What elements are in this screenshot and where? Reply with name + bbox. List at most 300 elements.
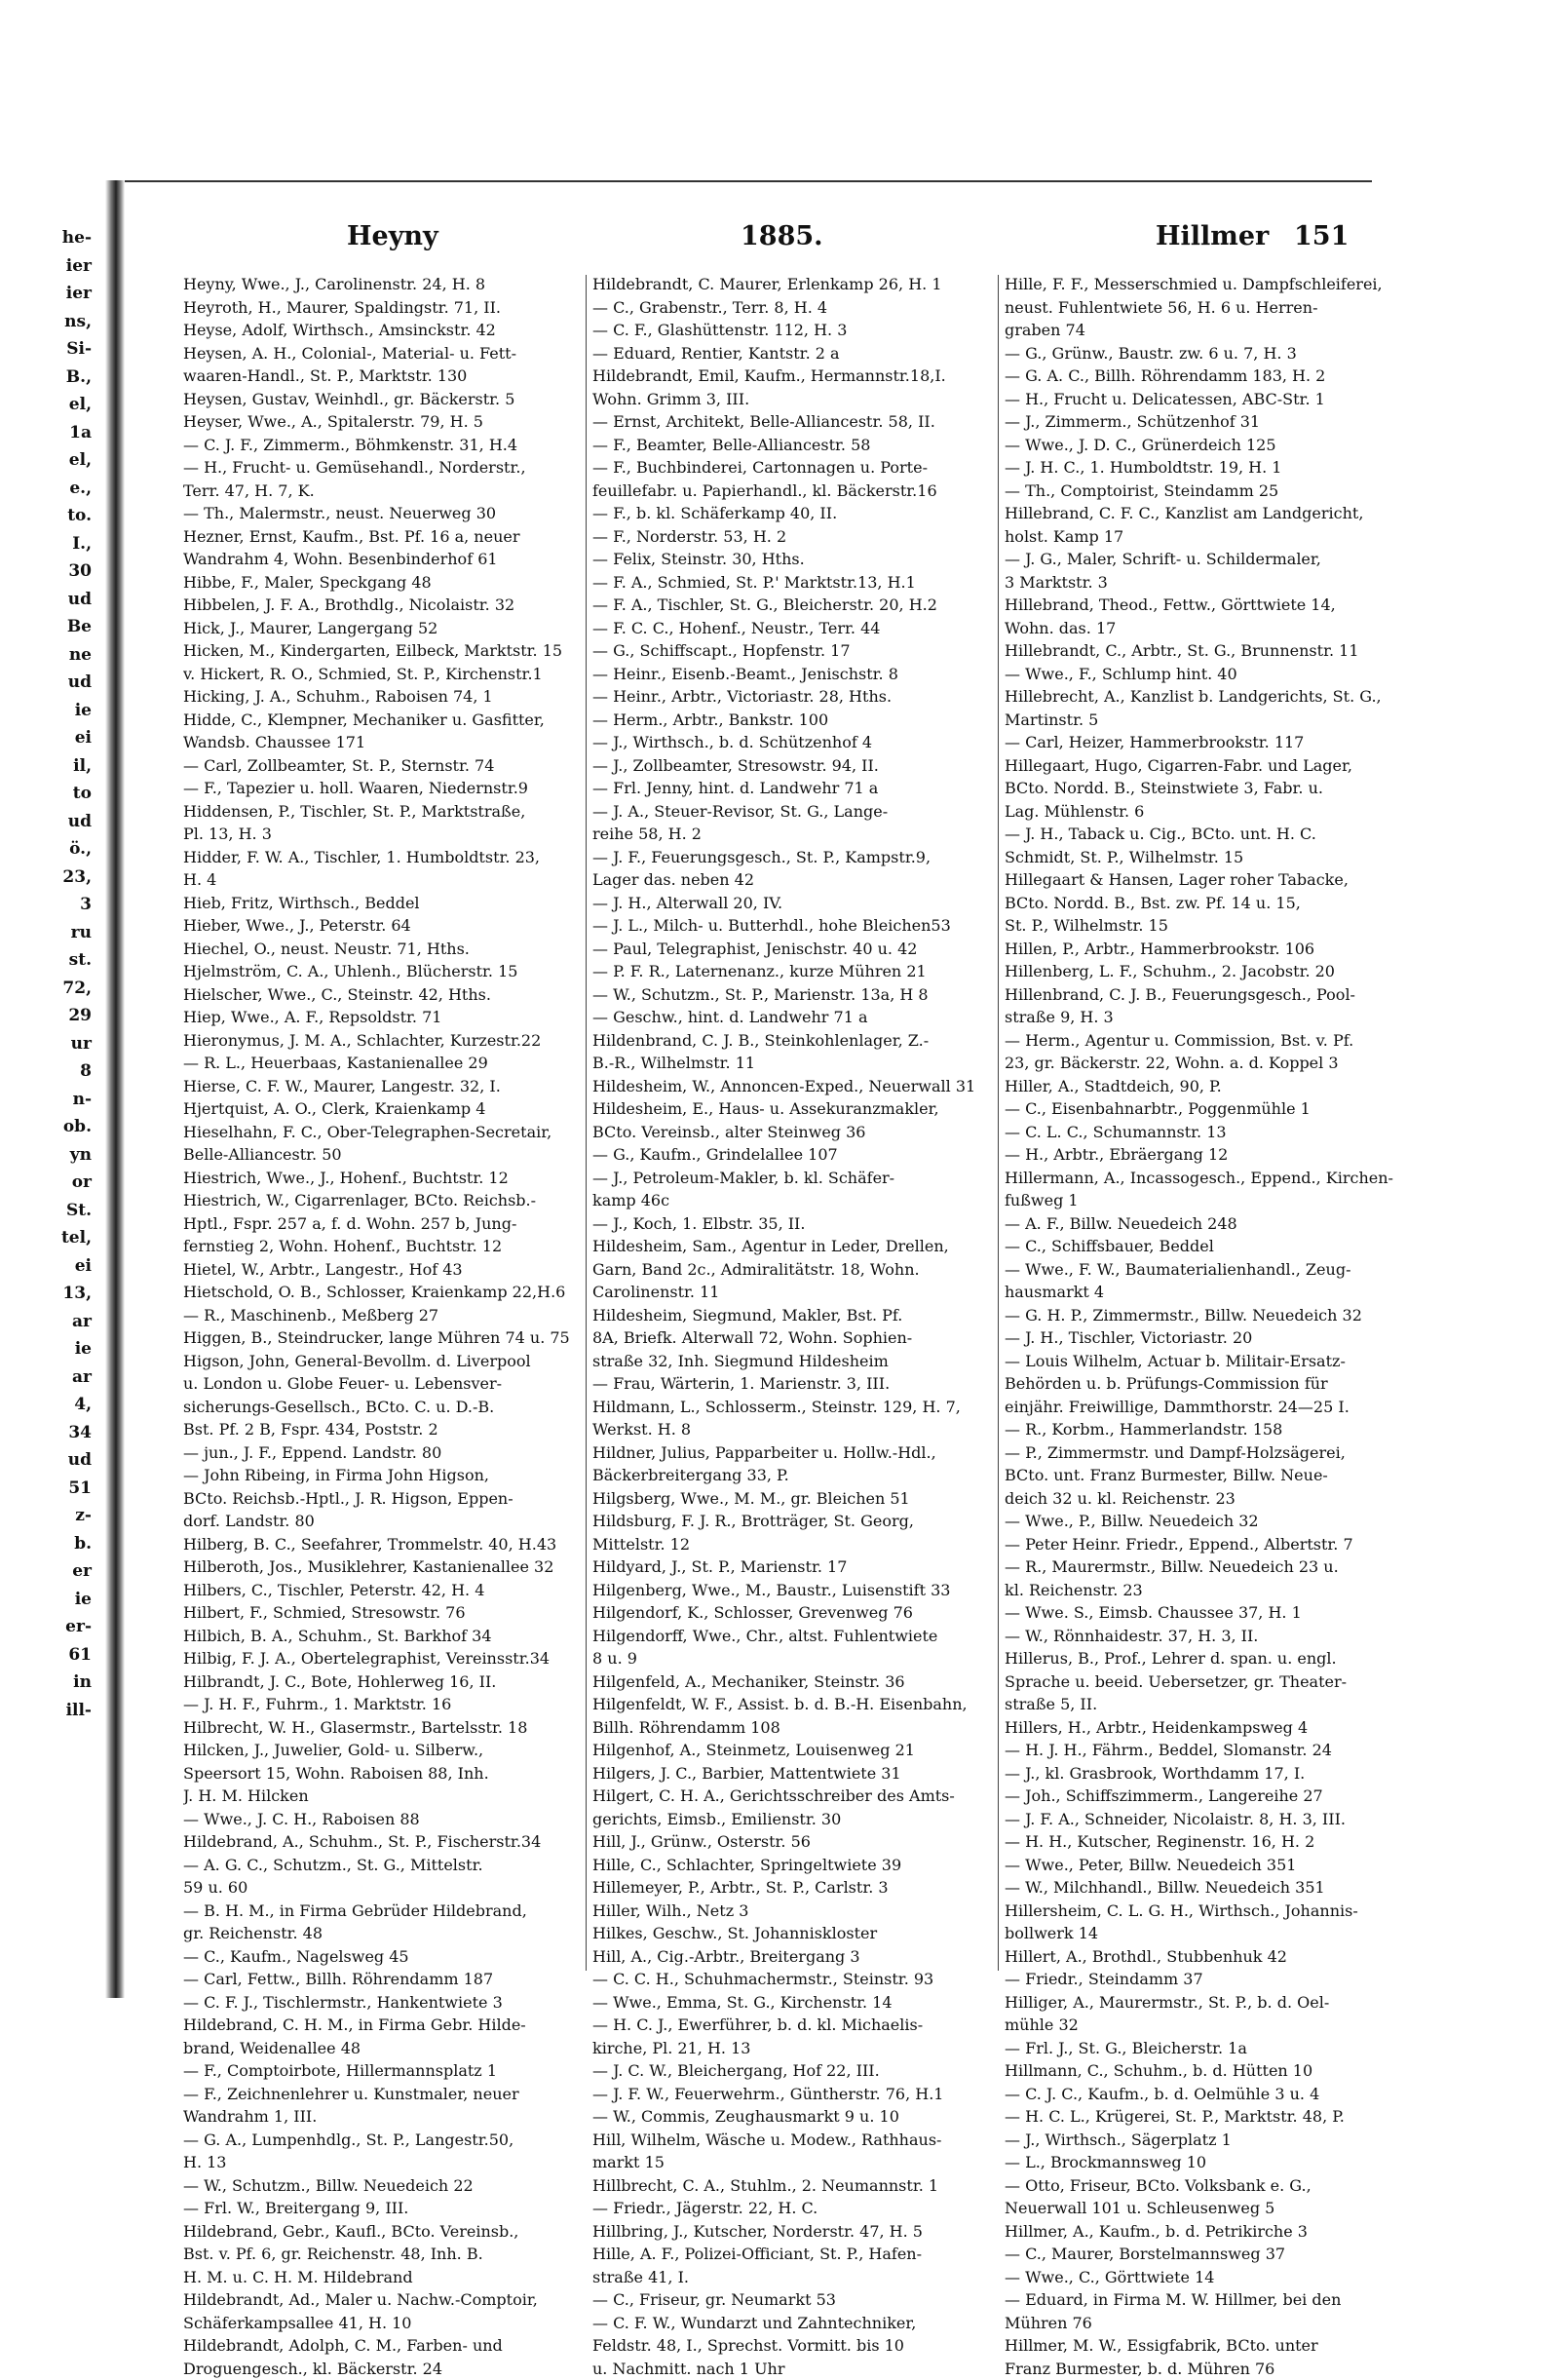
directory-entry-line: Bst. Pf. 2 B, Fspr. 434, Poststr. 2 bbox=[183, 1418, 583, 1441]
directory-entry-line: sicherungs-Gesellsch., BCto. C. u. D.-B. bbox=[183, 1396, 583, 1419]
directory-entry-line: Terr. 47, H. 7, K. bbox=[183, 480, 583, 503]
directory-entry-line: 8A, Briefk. Alterwall 72, Wohn. Sophien- bbox=[592, 1326, 992, 1350]
directory-entry-line: — J. H., Taback u. Cig., BCto. unt. H. C. bbox=[1005, 823, 1404, 846]
margin-fragment: ne bbox=[0, 641, 97, 670]
directory-entry-line: Hildenbrand, C. J. B., Steinkohlenlager, Z.- bbox=[592, 1029, 992, 1053]
directory-entry-line: Hildyard, J., St. P., Marienstr. 17 bbox=[592, 1555, 992, 1579]
directory-entry-line: — G., Kaufm., Grindelallee 107 bbox=[592, 1143, 992, 1167]
directory-entry-line: — W., Milchhandl., Billw. Neuedeich 351 bbox=[1005, 1876, 1404, 1900]
directory-entry-line: Hiller, A., Stadtdeich, 90, P. bbox=[1005, 1075, 1404, 1098]
directory-entry-line: straße 5, II. bbox=[1005, 1693, 1404, 1716]
directory-entry-line: Pl. 13, H. 3 bbox=[183, 823, 583, 846]
directory-entry-line: — G. A., Lumpenhdlg., St. P., Langestr.50, bbox=[183, 2129, 583, 2152]
margin-fragment: ud bbox=[0, 808, 97, 836]
directory-entry-line: Hietschold, O. B., Schlosser, Kraienkamp 22,H.6 bbox=[183, 1281, 583, 1304]
directory-entry-line: St. P., Wilhelmstr. 15 bbox=[1005, 914, 1404, 938]
directory-entry-line: Hillersheim, C. L. G. H., Wirthsch., Johannis- bbox=[1005, 1900, 1404, 1923]
directory-entry-line: Hill, J., Grünw., Osterstr. 56 bbox=[592, 1830, 992, 1854]
directory-entry-line: — W., Schutzm., Billw. Neuedeich 22 bbox=[183, 2174, 583, 2198]
directory-entry-line: Belle-Alliancestr. 50 bbox=[183, 1143, 583, 1167]
directory-entry-line: Hilliger, A., Maurermstr., St. P., b. d. Oel- bbox=[1005, 1991, 1404, 2015]
column-3 bbox=[1005, 273, 1404, 2380]
directory-entry-line: Hjelmström, C. A., Uhlenh., Blücherstr. 15 bbox=[183, 960, 583, 983]
directory-entry-line: Hillebrand, C. F. C., Kanzlist am Landgericht, bbox=[1005, 502, 1404, 525]
directory-entry-line: Hillbring, J., Kutscher, Norderstr. 47, H. 5 bbox=[592, 2220, 992, 2244]
directory-entry-line: Hilcken, J., Juwelier, Gold- u. Silberw., bbox=[183, 1739, 583, 1762]
directory-entry-line: hausmarkt 4 bbox=[1005, 1281, 1404, 1304]
directory-entry-line: — L., Brockmannsweg 10 bbox=[1005, 2151, 1404, 2174]
directory-entry-line: Hildesheim, Siegmund, Makler, Bst. Pf. bbox=[592, 1304, 992, 1327]
directory-entry-line: — Frl. Jenny, hint. d. Landwehr 71 a bbox=[592, 777, 992, 800]
directory-entry-line: Hildebrandt, C. Maurer, Erlenkamp 26, H. 1 bbox=[592, 273, 992, 296]
directory-entry-line: Hieronymus, J. M. A., Schlachter, Kurzestr.22 bbox=[183, 1029, 583, 1053]
directory-entry-line: Hezner, Ernst, Kaufm., Bst. Pf. 16 a, neuer bbox=[183, 525, 583, 549]
directory-entry-line: Hillebrecht, A., Kanzlist b. Landgerichts, St. G., bbox=[1005, 685, 1404, 709]
directory-entry-line: — Eduard, in Firma M. W. Hillmer, bei den bbox=[1005, 2288, 1404, 2312]
directory-entry-line: Hillerus, B., Prof., Lehrer d. span. u. engl. bbox=[1005, 1647, 1404, 1670]
directory-entry-line: Hildsburg, F. J. R., Brotträger, St. Georg, bbox=[592, 1510, 992, 1533]
column-rule bbox=[586, 275, 587, 1971]
directory-entry-line: — J., Wirthsch., b. d. Schützenhof 4 bbox=[592, 731, 992, 754]
previous-page-margin bbox=[0, 224, 97, 1724]
directory-entry-line: Hilbich, B. A., Schuhm., St. Barkhof 34 bbox=[183, 1625, 583, 1648]
margin-fragment: ei bbox=[0, 724, 97, 752]
book-spine bbox=[105, 180, 125, 1998]
directory-entry-line: — Th., Malermstr., neust. Neuerweg 30 bbox=[183, 502, 583, 525]
margin-fragment: el, bbox=[0, 446, 97, 475]
directory-entry-line: — J. F. A., Schneider, Nicolaistr. 8, H. 3, III. bbox=[1005, 1808, 1404, 1831]
directory-entry-line: Hildesheim, E., Haus- u. Assekuranzmakler, bbox=[592, 1097, 992, 1121]
directory-entry-line: Speersort 15, Wohn. Raboisen 88, Inh. bbox=[183, 1762, 583, 1785]
directory-entry-line: H. 13 bbox=[183, 2151, 583, 2174]
directory-entry-line: — H., Frucht- u. Gemüsehandl., Norderstr., bbox=[183, 456, 583, 480]
directory-entry-line: — Joh., Schiffszimmerm., Langereihe 27 bbox=[1005, 1785, 1404, 1808]
directory-entry-line: — G., Schiffscapt., Hopfenstr. 17 bbox=[592, 639, 992, 663]
directory-entry-line: — J. H. C., 1. Humboldtstr. 19, H. 1 bbox=[1005, 456, 1404, 480]
directory-entry-line: Hildebrand, C. H. M., in Firma Gebr. Hilde- bbox=[183, 2014, 583, 2037]
margin-fragment: ur bbox=[0, 1030, 97, 1058]
margin-fragment: e., bbox=[0, 475, 97, 503]
directory-entry-line: Schmidt, St. P., Wilhelmstr. 15 bbox=[1005, 846, 1404, 869]
directory-entry-line: Hicken, M., Kindergarten, Eilbeck, Marktstr. 15 bbox=[183, 639, 583, 663]
margin-fragment: I., bbox=[0, 530, 97, 558]
directory-entry-line: Hilberoth, Jos., Musiklehrer, Kastanienallee 32 bbox=[183, 1555, 583, 1579]
directory-entry-line: — C. L. C., Schumannstr. 13 bbox=[1005, 1121, 1404, 1144]
directory-entry-line: H. 4 bbox=[183, 868, 583, 892]
directory-entry-line: Hillenbrand, C. J. B., Feuerungsgesch., Pool- bbox=[1005, 983, 1404, 1007]
directory-entry-line: — R., Maurermstr., Billw. Neuedeich 23 u. bbox=[1005, 1555, 1404, 1579]
directory-entry-line: — Ernst, Architekt, Belle-Alliancestr. 58, II. bbox=[592, 410, 992, 434]
directory-entry-line: — Otto, Friseur, BCto. Volksbank e. G., bbox=[1005, 2174, 1404, 2198]
margin-fragment: 51 bbox=[0, 1475, 97, 1503]
directory-entry-line: — J. F. W., Feuerwehrm., Güntherstr. 76, H.1 bbox=[592, 2083, 992, 2106]
directory-entry-line: — Eduard, Rentier, Kantstr. 2 a bbox=[592, 342, 992, 365]
margin-fragment: il, bbox=[0, 752, 97, 781]
directory-entry-line: Hill, Wilhelm, Wäsche u. Modew., Rathhaus- bbox=[592, 2129, 992, 2152]
margin-fragment: ei bbox=[0, 1252, 97, 1281]
margin-fragment: he- bbox=[0, 224, 97, 252]
directory-entry-line: Hiller, Wilh., Netz 3 bbox=[592, 1900, 992, 1923]
margin-fragment: n- bbox=[0, 1086, 97, 1114]
directory-entry-line: Wohn. Grimm 3, III. bbox=[592, 388, 992, 411]
directory-entry-line: Hillegaart & Hansen, Lager roher Tabacke, bbox=[1005, 868, 1404, 892]
directory-entry-line: — W., Commis, Zeughausmarkt 9 u. 10 bbox=[592, 2105, 992, 2129]
directory-entry-line: — Th., Comptoirist, Steindamm 25 bbox=[1005, 480, 1404, 503]
directory-entry-line: Garn, Band 2c., Admiralitätstr. 18, Wohn. bbox=[592, 1258, 992, 1282]
column-2 bbox=[592, 273, 992, 2380]
margin-fragment: Si- bbox=[0, 335, 97, 364]
margin-fragment: to. bbox=[0, 502, 97, 530]
directory-entry-line: — Herm., Agentur u. Commission, Bst. v. Pf. bbox=[1005, 1029, 1404, 1053]
directory-entry-line: — P., Zimmermstr. und Dampf-Holzsägerei, bbox=[1005, 1441, 1404, 1465]
directory-entry-line: Lager das. neben 42 bbox=[592, 868, 992, 892]
directory-entry-line: BCto. Nordd. B., Bst. zw. Pf. 14 u. 15, bbox=[1005, 892, 1404, 915]
directory-entry-line: — Heinr., Arbtr., Victoriastr. 28, Hths. bbox=[592, 685, 992, 709]
directory-entry-line: Hildebrand, Gebr., Kaufl., BCto. Vereinsb., bbox=[183, 2220, 583, 2244]
margin-fragment: Be bbox=[0, 613, 97, 641]
directory-entry-line: deich 32 u. kl. Reichenstr. 23 bbox=[1005, 1487, 1404, 1511]
directory-entry-line: Hiestrich, Wwe., J., Hohenf., Buchtstr. 12 bbox=[183, 1167, 583, 1190]
directory-entry-line: Feldstr. 48, I., Sprechst. Vormitt. bis 10 bbox=[592, 2334, 992, 2358]
directory-entry-line: Hilgenfeldt, W. F., Assist. b. d. B.-H. Eisenbahn, bbox=[592, 1693, 992, 1716]
directory-entry-line: einjähr. Freiwillige, Dammthorstr. 24—25 I. bbox=[1005, 1396, 1404, 1419]
margin-fragment: ns, bbox=[0, 308, 97, 336]
directory-entry-line: — W., Rönnhaidestr. 37, H. 3, II. bbox=[1005, 1625, 1404, 1648]
directory-entry-line: — Wwe. S., Eimsb. Chaussee 37, H. 1 bbox=[1005, 1601, 1404, 1625]
directory-entry-line: Hiechel, O., neust. Neustr. 71, Hths. bbox=[183, 938, 583, 961]
directory-entry-line: fußweg 1 bbox=[1005, 1189, 1404, 1212]
directory-entry-line: Hillenberg, L. F., Schuhm., 2. Jacobstr. 20 bbox=[1005, 960, 1404, 983]
directory-entry-line: Sprache u. beeid. Uebersetzer, gr. Theater- bbox=[1005, 1670, 1404, 1694]
directory-entry-line: — Paul, Telegraphist, Jenischstr. 40 u. 42 bbox=[592, 938, 992, 961]
directory-entry-line: — Friedr., Steindamm 37 bbox=[1005, 1968, 1404, 1991]
directory-entry-line: Heysen, Gustav, Weinhdl., gr. Bäckerstr. 5 bbox=[183, 388, 583, 411]
directory-entry-line: — F., Tapezier u. holl. Waaren, Niedernstr.9 bbox=[183, 777, 583, 800]
directory-entry-line: Martinstr. 5 bbox=[1005, 709, 1404, 732]
directory-entry-line: — J., Koch, 1. Elbstr. 35, II. bbox=[592, 1212, 992, 1236]
margin-fragment: ru bbox=[0, 919, 97, 947]
directory-entry-line: Hildebrandt, Ad., Maler u. Nachw.-Comptoir, bbox=[183, 2288, 583, 2312]
directory-entry-line: — Frau, Wärterin, 1. Marienstr. 3, III. bbox=[592, 1372, 992, 1396]
directory-entry-line: Wohn. das. 17 bbox=[1005, 617, 1404, 640]
margin-fragment: ob. bbox=[0, 1113, 97, 1141]
directory-entry-line: Hillert, A., Brothdl., Stubbenhuk 42 bbox=[1005, 1945, 1404, 1969]
directory-entry-line: BCto. Vereinsb., alter Steinweg 36 bbox=[592, 1121, 992, 1144]
directory-entry-line: Wandrahm 1, III. bbox=[183, 2105, 583, 2129]
directory-entry-line: Hilgenhof, A., Steinmetz, Louisenweg 21 bbox=[592, 1739, 992, 1762]
directory-entry-line: gerichts, Eimsb., Emilienstr. 30 bbox=[592, 1808, 992, 1831]
directory-entry-line: Hierse, C. F. W., Maurer, Langestr. 32, I. bbox=[183, 1075, 583, 1098]
directory-page bbox=[125, 180, 1372, 2000]
margin-fragment: 34 bbox=[0, 1419, 97, 1447]
directory-entry-line: 23, gr. Bäckerstr. 22, Wohn. a. d. Koppel 3 bbox=[1005, 1052, 1404, 1075]
directory-entry-line: Hillers, H., Arbtr., Heidenkampsweg 4 bbox=[1005, 1716, 1404, 1740]
margin-fragment: 8 bbox=[0, 1057, 97, 1086]
directory-entry-line: — C., Grabenstr., Terr. 8, H. 4 bbox=[592, 296, 992, 320]
directory-entry-line: straße 9, H. 3 bbox=[1005, 1006, 1404, 1029]
directory-entry-line: — J. A., Steuer-Revisor, St. G., Lange- bbox=[592, 800, 992, 824]
directory-entry-line: — Geschw., hint. d. Landwehr 71 a bbox=[592, 1006, 992, 1029]
directory-entry-line: fernstieg 2, Wohn. Hohenf., Buchtstr. 12 bbox=[183, 1235, 583, 1258]
directory-entry-line: Hillmann, C., Schuhm., b. d. Hütten 10 bbox=[1005, 2059, 1404, 2083]
header-right-catchword: Hillmer bbox=[1156, 221, 1269, 251]
directory-entry-line: — C. C. H., Schuhmachermstr., Steinstr. 93 bbox=[592, 1968, 992, 1991]
directory-entry-line: BCto. Reichsb.-Hptl., J. R. Higson, Eppen- bbox=[183, 1487, 583, 1511]
directory-entry-line: Hilberg, B. C., Seefahrer, Trommelstr. 40, H.43 bbox=[183, 1533, 583, 1556]
margin-fragment: in bbox=[0, 1669, 97, 1697]
page-header bbox=[125, 221, 1372, 260]
margin-fragment: B., bbox=[0, 364, 97, 392]
directory-entry-line: — Herm., Arbtr., Bankstr. 100 bbox=[592, 709, 992, 732]
margin-fragment: 23, bbox=[0, 864, 97, 892]
directory-entry-line: Hilbert, F., Schmied, Stresowstr. 76 bbox=[183, 1601, 583, 1625]
margin-fragment: ie bbox=[0, 1586, 97, 1614]
margin-fragment: St. bbox=[0, 1197, 97, 1225]
directory-entry-line: Heyse, Adolf, Wirthsch., Amsinckstr. 42 bbox=[183, 319, 583, 342]
margin-fragment: ud bbox=[0, 669, 97, 697]
directory-entry-line: — J., Wirthsch., Sägerplatz 1 bbox=[1005, 2129, 1404, 2152]
directory-entry-line: Heyroth, H., Maurer, Spaldingstr. 71, II. bbox=[183, 296, 583, 320]
directory-entry-line: Hieselhahn, F. C., Ober-Telegraphen-Secretair, bbox=[183, 1121, 583, 1144]
directory-entry-line: — Carl, Zollbeamter, St. P., Sternstr. 74 bbox=[183, 754, 583, 778]
directory-entry-line: Hildner, Julius, Papparbeiter u. Hollw.-Hdl., bbox=[592, 1441, 992, 1465]
margin-fragment: 29 bbox=[0, 1002, 97, 1030]
directory-entry-line: kamp 46c bbox=[592, 1189, 992, 1212]
directory-entry-line: — W., Schutzm., St. P., Marienstr. 13a, H 8 bbox=[592, 983, 992, 1007]
margin-fragment: ar bbox=[0, 1363, 97, 1392]
directory-entry-line: — G. A. C., Billh. Röhrendamm 183, H. 2 bbox=[1005, 365, 1404, 388]
directory-entry-line: Hietel, W., Arbtr., Langestr., Hof 43 bbox=[183, 1258, 583, 1282]
directory-entry-line: — C. F. J., Tischlermstr., Hankentwiete 3 bbox=[183, 1991, 583, 2015]
directory-entry-line: — C. F., Glashüttenstr. 112, H. 3 bbox=[592, 319, 992, 342]
directory-entry-line: — J. H., Tischler, Victoriastr. 20 bbox=[1005, 1326, 1404, 1350]
directory-entry-line: — H. J. H., Fährm., Beddel, Slomanstr. 24 bbox=[1005, 1739, 1404, 1762]
directory-entry-line: Billh. Röhrendamm 108 bbox=[592, 1716, 992, 1740]
margin-fragment: ie bbox=[0, 697, 97, 725]
directory-entry-line: — Wwe., P., Billw. Neuedeich 32 bbox=[1005, 1510, 1404, 1533]
directory-entry-line: Carolinenstr. 11 bbox=[592, 1281, 992, 1304]
margin-fragment: 72, bbox=[0, 975, 97, 1003]
directory-entry-line: — Heinr., Eisenb.-Beamt., Jenischstr. 8 bbox=[592, 663, 992, 686]
margin-fragment: ier bbox=[0, 252, 97, 281]
directory-entry-line: — J., kl. Grasbrook, Worthdamm 17, I. bbox=[1005, 1762, 1404, 1785]
directory-entry-line: — Louis Wilhelm, Actuar b. Militair-Ersatz- bbox=[1005, 1350, 1404, 1373]
directory-entry-line: Franz Burmester, b. d. Mühren 76 bbox=[1005, 2358, 1404, 2380]
directory-entry-line: Hillemeyer, P., Arbtr., St. P., Carlstr. 3 bbox=[592, 1876, 992, 1900]
directory-entry-line: — J. H. F., Fuhrm., 1. Marktstr. 16 bbox=[183, 1693, 583, 1716]
directory-entry-line: Hptl., Fspr. 257 a, f. d. Wohn. 257 b, Jung- bbox=[183, 1212, 583, 1236]
directory-entry-line: Bäckerbreitergang 33, P. bbox=[592, 1464, 992, 1487]
directory-entry-line: — C., Eisenbahnarbtr., Poggenmühle 1 bbox=[1005, 1097, 1404, 1121]
directory-entry-line: — Wwe., J. C. H., Raboisen 88 bbox=[183, 1808, 583, 1831]
directory-entry-line: — Frl. W., Breitergang 9, III. bbox=[183, 2197, 583, 2220]
directory-entry-line: u. London u. Globe Feuer- u. Lebensver- bbox=[183, 1372, 583, 1396]
directory-entry-line: — F., Buchbinderei, Cartonnagen u. Porte- bbox=[592, 456, 992, 480]
directory-entry-line: — J., Zollbeamter, Stresowstr. 94, II. bbox=[592, 754, 992, 778]
directory-entry-line: Lag. Mühlenstr. 6 bbox=[1005, 800, 1404, 824]
directory-entry-line: 8 u. 9 bbox=[592, 1647, 992, 1670]
directory-entry-line: — J. F., Feuerungsgesch., St. P., Kampstr.9, bbox=[592, 846, 992, 869]
directory-entry-line: — J. G., Maler, Schrift- u. Schildermaler, bbox=[1005, 548, 1404, 571]
directory-entry-line: — J. L., Milch- u. Butterhdl., hohe Bleichen53 bbox=[592, 914, 992, 938]
directory-entry-line: — C. J. F., Zimmerm., Böhmkenstr. 31, H.4 bbox=[183, 434, 583, 457]
directory-entry-line: — Wwe., F. W., Baumaterialienhandl., Zeug- bbox=[1005, 1258, 1404, 1282]
directory-entry-line: — F. A., Schmied, St. P.' Marktstr.13, H.1 bbox=[592, 571, 992, 595]
directory-entry-line: — Carl, Heizer, Hammerbrookstr. 117 bbox=[1005, 731, 1404, 754]
margin-fragment: 61 bbox=[0, 1641, 97, 1670]
directory-entry-line: Hilkes, Geschw., St. Johanniskloster bbox=[592, 1922, 992, 1945]
directory-entry-line: Hibbelen, J. F. A., Brothdlg., Nicolaistr. 32 bbox=[183, 594, 583, 617]
directory-entry-line: — B. H. M., in Firma Gebrüder Hildebrand, bbox=[183, 1900, 583, 1923]
directory-entry-line: Hillmer, M. W., Essigfabrik, BCto. unter bbox=[1005, 2334, 1404, 2358]
margin-fragment: er- bbox=[0, 1613, 97, 1641]
directory-entry-line: dorf. Landstr. 80 bbox=[183, 1510, 583, 1533]
directory-entry-line: — Wwe., F., Schlump hint. 40 bbox=[1005, 663, 1404, 686]
directory-entry-line: bollwerk 14 bbox=[1005, 1922, 1404, 1945]
directory-entry-line: — Friedr., Jägerstr. 22, H. C. bbox=[592, 2197, 992, 2220]
directory-entry-line: — F., Zeichnenlehrer u. Kunstmaler, neuer bbox=[183, 2083, 583, 2106]
directory-entry-line: graben 74 bbox=[1005, 319, 1404, 342]
directory-entry-line: Bst. v. Pf. 6, gr. Reichenstr. 48, Inh. B. bbox=[183, 2243, 583, 2266]
directory-entry-line: Hiestrich, W., Cigarrenlager, BCto. Reichsb.- bbox=[183, 1189, 583, 1212]
directory-entry-line: markt 15 bbox=[592, 2151, 992, 2174]
directory-entry-line: — R. L., Heuerbaas, Kastanienallee 29 bbox=[183, 1052, 583, 1075]
directory-entry-line: Wandrahm 4, Wohn. Besenbinderhof 61 bbox=[183, 548, 583, 571]
directory-entry-line: Hilgsberg, Wwe., M. M., gr. Bleichen 51 bbox=[592, 1487, 992, 1511]
directory-entry-line: neust. Fuhlentwiete 56, H. 6 u. Herren- bbox=[1005, 296, 1404, 320]
directory-entry-line: Hildmann, L., Schlosserm., Steinstr. 129, H. 7, bbox=[592, 1396, 992, 1419]
directory-entry-line: — F., Beamter, Belle-Alliancestr. 58 bbox=[592, 434, 992, 457]
directory-entry-line: Hillebrandt, C., Arbtr., St. G., Brunnenstr. 11 bbox=[1005, 639, 1404, 663]
directory-entry-line: — G., Grünw., Baustr. zw. 6 u. 7, H. 3 bbox=[1005, 342, 1404, 365]
directory-entry-line: Hiep, Wwe., A. F., Repsoldstr. 71 bbox=[183, 1006, 583, 1029]
directory-entry-line: Hille, A. F., Polizei-Officiant, St. P., Hafen- bbox=[592, 2243, 992, 2266]
margin-fragment: ud bbox=[0, 586, 97, 614]
margin-fragment: 4, bbox=[0, 1391, 97, 1419]
margin-fragment: ar bbox=[0, 1308, 97, 1336]
margin-fragment: el, bbox=[0, 391, 97, 419]
margin-fragment: b. bbox=[0, 1530, 97, 1558]
margin-fragment: or bbox=[0, 1169, 97, 1197]
directory-entry-line: — John Ribeing, in Firma John Higson, bbox=[183, 1464, 583, 1487]
directory-entry-line: Hilbrandt, J. C., Bote, Hohlerweg 16, II. bbox=[183, 1670, 583, 1694]
directory-entry-line: gr. Reichenstr. 48 bbox=[183, 1922, 583, 1945]
directory-entry-line: BCto. Nordd. B., Steinstwiete 3, Fabr. u. bbox=[1005, 777, 1404, 800]
directory-entry-line: Hieb, Fritz, Wirthsch., Beddel bbox=[183, 892, 583, 915]
directory-entry-line: Hildebrand, A., Schuhm., St. P., Fischerstr.34 bbox=[183, 1830, 583, 1854]
directory-entry-line: — H. C. J., Ewerführer, b. d. kl. Michaelis- bbox=[592, 2014, 992, 2037]
directory-entry-line: 3 Marktstr. 3 bbox=[1005, 571, 1404, 595]
header-left-catchword: Heyny bbox=[347, 221, 438, 251]
header-year: 1885. bbox=[741, 221, 823, 251]
directory-entry-line: kirche, Pl. 21, H. 13 bbox=[592, 2037, 992, 2060]
directory-entry-line: holst. Kamp 17 bbox=[1005, 525, 1404, 549]
directory-entry-line: Hilgenfeld, A., Mechaniker, Steinstr. 36 bbox=[592, 1670, 992, 1694]
directory-entry-line: Hille, F. F., Messerschmied u. Dampfschleiferei, bbox=[1005, 273, 1404, 296]
directory-entry-line: — Frl. J., St. G., Bleicherstr. 1a bbox=[1005, 2037, 1404, 2060]
directory-entry-line: Hille, C., Schlachter, Springeltwiete 39 bbox=[592, 1854, 992, 1877]
directory-entry-line: — J. H., Alterwall 20, IV. bbox=[592, 892, 992, 915]
directory-entry-line: — H. C. L., Krügerei, St. P., Marktstr. 48, P. bbox=[1005, 2105, 1404, 2129]
directory-entry-line: — Peter Heinr. Friedr., Eppend., Albertstr. 7 bbox=[1005, 1533, 1404, 1556]
margin-fragment: 1a bbox=[0, 419, 97, 447]
directory-entry-line: — C., Schiffsbauer, Beddel bbox=[1005, 1235, 1404, 1258]
directory-entry-line: v. Hickert, R. O., Schmied, St. P., Kirchenstr.1 bbox=[183, 663, 583, 686]
directory-entry-line: Hilbrecht, W. H., Glasermstr., Bartelsstr. 18 bbox=[183, 1716, 583, 1740]
directory-entry-line: — R., Maschinenb., Meßberg 27 bbox=[183, 1304, 583, 1327]
directory-entry-line: J. H. M. Hilcken bbox=[183, 1785, 583, 1808]
margin-fragment: 30 bbox=[0, 557, 97, 586]
directory-entry-line: waaren-Handl., St. P., Marktstr. 130 bbox=[183, 365, 583, 388]
directory-entry-line: Hilgenberg, Wwe., M., Baustr., Luisenstift 33 bbox=[592, 1579, 992, 1602]
margin-fragment: z- bbox=[0, 1502, 97, 1530]
directory-entry-line: Hill, A., Cig.-Arbtr., Breitergang 3 bbox=[592, 1945, 992, 1969]
directory-entry-line: Droguengesch., kl. Bäckerstr. 24 bbox=[183, 2358, 583, 2380]
directory-entry-line: — jun., J. F., Eppend. Landstr. 80 bbox=[183, 1441, 583, 1465]
directory-entry-line: Hicking, J. A., Schuhm., Raboisen 74, 1 bbox=[183, 685, 583, 709]
directory-entry-line: — C. F. W., Wundarzt und Zahntechniker, bbox=[592, 2312, 992, 2335]
directory-entry-line: brand, Weidenallee 48 bbox=[183, 2037, 583, 2060]
directory-entry-line: Hildebrandt, Emil, Kaufm., Hermannstr.18,I. bbox=[592, 365, 992, 388]
directory-entry-line: BCto. unt. Franz Burmester, Billw. Neue- bbox=[1005, 1464, 1404, 1487]
directory-entry-line: Hielscher, Wwe., C., Steinstr. 42, Hths. bbox=[183, 983, 583, 1007]
directory-entry-line: Werkst. H. 8 bbox=[592, 1418, 992, 1441]
margin-fragment: to bbox=[0, 780, 97, 808]
directory-entry-line: — P. F. R., Laternenanz., kurze Mühren 21 bbox=[592, 960, 992, 983]
directory-entry-line: — A. F., Billw. Neuedeich 248 bbox=[1005, 1212, 1404, 1236]
directory-entry-line: Schäferkampsallee 41, H. 10 bbox=[183, 2312, 583, 2335]
directory-entry-line: Hillen, P., Arbtr., Hammerbrookstr. 106 bbox=[1005, 938, 1404, 961]
directory-entry-line: — F., Comptoirbote, Hillermannsplatz 1 bbox=[183, 2059, 583, 2083]
directory-entry-line: — F., Norderstr. 53, H. 2 bbox=[592, 525, 992, 549]
directory-entry-line: Behörden u. b. Prüfungs-Commission für bbox=[1005, 1372, 1404, 1396]
margin-fragment: tel, bbox=[0, 1224, 97, 1252]
directory-entry-line: Hilgendorff, Wwe., Chr., altst. Fuhlentwiete bbox=[592, 1625, 992, 1648]
directory-entry-line: — H., Arbtr., Ebräergang 12 bbox=[1005, 1143, 1404, 1167]
directory-entry-line: Hilgers, J. C., Barbier, Mattentwiete 31 bbox=[592, 1762, 992, 1785]
directory-entry-line: — Wwe., J. D. C., Grünerdeich 125 bbox=[1005, 434, 1404, 457]
directory-entry-line: — C., Maurer, Borstelmannsweg 37 bbox=[1005, 2243, 1404, 2266]
directory-entry-line: — J. C. W., Bleichergang, Hof 22, III. bbox=[592, 2059, 992, 2083]
margin-fragment: ud bbox=[0, 1446, 97, 1475]
directory-entry-line: B.-R., Wilhelmstr. 11 bbox=[592, 1052, 992, 1075]
directory-entry-line: — J., Petroleum-Makler, b. kl. Schäfer- bbox=[592, 1167, 992, 1190]
margin-fragment: ie bbox=[0, 1335, 97, 1363]
directory-entry-line: — F., b. kl. Schäferkamp 40, II. bbox=[592, 502, 992, 525]
margin-fragment: st. bbox=[0, 946, 97, 975]
directory-entry-line: Mühren 76 bbox=[1005, 2312, 1404, 2335]
directory-entry-line: kl. Reichenstr. 23 bbox=[1005, 1579, 1404, 1602]
margin-fragment: ill- bbox=[0, 1697, 97, 1725]
directory-entry-line: Hillegaart, Hugo, Cigarren-Fabr. und Lager, bbox=[1005, 754, 1404, 778]
directory-entry-line: — F. C. C., Hohenf., Neustr., Terr. 44 bbox=[592, 617, 992, 640]
directory-entry-line: u. Nachmitt. nach 1 Uhr bbox=[592, 2358, 992, 2380]
directory-entry-line: Hidder, F. W. A., Tischler, 1. Humboldtstr. 23, bbox=[183, 846, 583, 869]
directory-entry-line: mühle 32 bbox=[1005, 2014, 1404, 2037]
directory-entry-line: straße 32, Inh. Siegmund Hildesheim bbox=[592, 1350, 992, 1373]
margin-fragment: 13, bbox=[0, 1280, 97, 1308]
directory-entry-line: — Wwe., Peter, Billw. Neuedeich 351 bbox=[1005, 1854, 1404, 1877]
directory-entry-line: Hiddensen, P., Tischler, St. P., Marktstraße, bbox=[183, 800, 583, 824]
directory-entry-line: — Wwe., C., Görttwiete 14 bbox=[1005, 2266, 1404, 2289]
margin-fragment: yn bbox=[0, 1141, 97, 1170]
directory-entry-line: feuillefabr. u. Papierhandl., kl. Bäckerstr.16 bbox=[592, 480, 992, 503]
directory-entry-line: Neuerwall 101 u. Schleusenweg 5 bbox=[1005, 2197, 1404, 2220]
directory-entry-line: Higson, John, General-Bevollm. d. Liverpool bbox=[183, 1350, 583, 1373]
directory-entry-line: H. M. u. C. H. M. Hildebrand bbox=[183, 2266, 583, 2289]
margin-fragment: ö., bbox=[0, 835, 97, 864]
directory-entry-line: Heyser, Wwe., A., Spitalerstr. 79, H. 5 bbox=[183, 410, 583, 434]
